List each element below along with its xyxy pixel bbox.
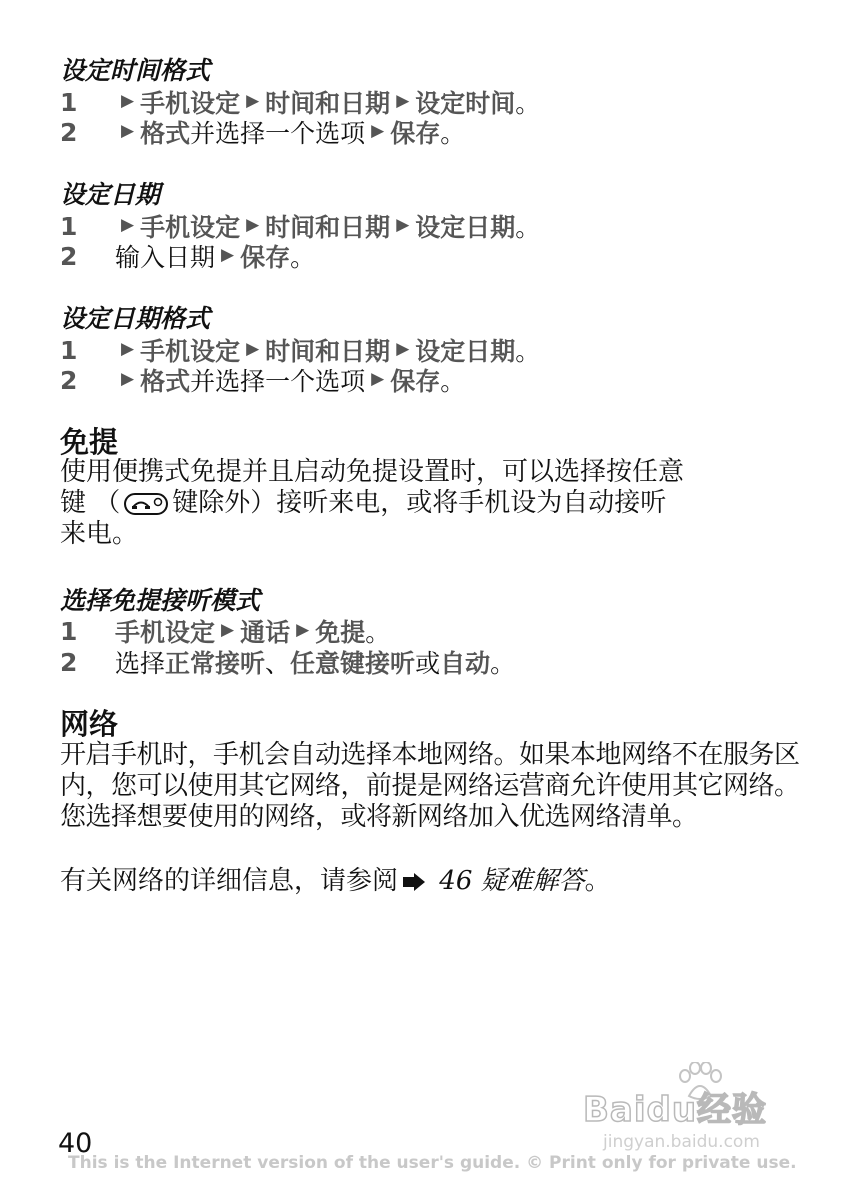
punctuation: 。 xyxy=(365,618,391,647)
instruction-text: 输入日期 xyxy=(115,243,216,272)
punctuation: 。 xyxy=(290,243,316,272)
menu-item: 设定日期 xyxy=(415,337,516,366)
menu-item: 时间和日期 xyxy=(265,213,391,242)
right-triangle-icon: ▶ xyxy=(246,91,260,111)
baidu-watermark xyxy=(583,1062,823,1162)
instruction-text: 选择 xyxy=(115,649,166,678)
paragraph-text: 键除外）接听来电，或将手机设为自动接听 xyxy=(172,488,667,518)
punctuation: 。 xyxy=(515,213,541,242)
section-title-date-format: 设定日期格式 xyxy=(60,304,211,333)
menu-item: 保存 xyxy=(390,119,441,148)
option-label: 自动 xyxy=(440,649,491,678)
paragraph-line xyxy=(60,488,805,519)
menu-item: 免提 xyxy=(315,618,366,647)
right-triangle-icon: ▶ xyxy=(296,620,310,640)
step-2 xyxy=(60,240,315,272)
menu-item: 格式 xyxy=(140,367,191,396)
step-number: 1 xyxy=(60,335,78,365)
network-reference xyxy=(60,866,805,897)
step-number: 2 xyxy=(60,241,78,271)
step-number: 2 xyxy=(60,365,78,395)
step-number: 1 xyxy=(60,616,78,646)
paragraph-line: 使用便携式免提并且启动免提设置时，可以选择按任意 xyxy=(60,457,685,487)
punctuation: 。 xyxy=(440,367,466,396)
option-label: 正常接听 xyxy=(165,649,266,678)
menu-item: 时间和日期 xyxy=(265,89,391,118)
right-triangle-icon: ▶ xyxy=(121,91,135,111)
right-triangle-icon: ▶ xyxy=(121,121,135,141)
watermark-url: jingyan.baidu.com xyxy=(603,1132,760,1152)
step-2 xyxy=(60,116,465,148)
right-triangle-icon: ▶ xyxy=(221,245,235,265)
punctuation: 。 xyxy=(440,119,466,148)
menu-item: 设定日期 xyxy=(415,213,516,242)
right-triangle-icon: ▶ xyxy=(371,121,385,141)
section-title-time-format: 设定时间格式 xyxy=(60,56,211,85)
menu-item: 保存 xyxy=(390,367,441,396)
right-triangle-icon: ▶ xyxy=(396,91,410,111)
handsfree-paragraph xyxy=(60,457,805,550)
menu-item: 手机设定 xyxy=(115,618,216,647)
menu-item: 时间和日期 xyxy=(265,337,391,366)
step-2 xyxy=(60,364,465,396)
right-triangle-icon: ▶ xyxy=(246,339,260,359)
page-number: 40 xyxy=(58,1128,93,1159)
step-number: 2 xyxy=(60,117,78,147)
instruction-text: 并选择一个选项 xyxy=(190,119,366,148)
right-triangle-icon: ▶ xyxy=(396,215,410,235)
option-label: 任意键接听 xyxy=(290,649,416,678)
right-triangle-icon: ▶ xyxy=(121,339,135,359)
menu-item: 保存 xyxy=(240,243,291,272)
reference-page[interactable]: 46 xyxy=(439,866,473,896)
paragraph-text: 键 （ xyxy=(60,488,121,518)
separator: 或 xyxy=(415,649,441,678)
section-title-network: 网络 xyxy=(60,707,119,741)
watermark-logo: Baidu经验 xyxy=(583,1090,768,1130)
right-triangle-icon: ▶ xyxy=(396,339,410,359)
right-triangle-icon: ▶ xyxy=(371,369,385,389)
network-paragraph: 开启手机时，手机会自动选择本地网络。如果本地网络不在服务区内，您可以使用其它网络，前提是网络运营商允许使用其它网络。您选择想要使用的网络，或将新网络加入优选网络清单。 xyxy=(60,740,800,832)
section-title-date: 设定日期 xyxy=(60,180,161,209)
step-2 xyxy=(60,646,515,678)
step-number: 1 xyxy=(60,87,78,117)
right-triangle-icon: ▶ xyxy=(121,369,135,389)
separator: 、 xyxy=(265,649,291,678)
punctuation: 。 xyxy=(515,337,541,366)
paragraph-line: 来电。 xyxy=(60,519,139,549)
instruction-text: 并选择一个选项 xyxy=(190,367,366,396)
step-1 xyxy=(60,615,390,647)
menu-item: 手机设定 xyxy=(140,213,241,242)
punctuation: 。 xyxy=(490,649,516,678)
step-number: 2 xyxy=(60,647,78,677)
menu-item: 手机设定 xyxy=(140,337,241,366)
step-number: 1 xyxy=(60,211,78,241)
right-triangle-icon: ▶ xyxy=(221,620,235,640)
menu-item: 通话 xyxy=(240,618,291,647)
punctuation: 。 xyxy=(584,866,611,896)
menu-item: 手机设定 xyxy=(140,89,241,118)
menu-item: 设定时间 xyxy=(415,89,516,118)
right-triangle-icon: ▶ xyxy=(246,215,260,235)
right-triangle-icon: ▶ xyxy=(121,215,135,235)
menu-item: 格式 xyxy=(140,119,191,148)
section-title-answer-mode: 选择免提接听模式 xyxy=(60,586,261,615)
end-call-key-icon xyxy=(124,493,168,515)
reference-text: 有关网络的详细信息，请参阅 xyxy=(60,866,399,896)
footer-note: This is the Internet version of the user's guide. © Print only for private use. xyxy=(68,1153,797,1173)
punctuation: 。 xyxy=(515,89,541,118)
right-arrow-icon xyxy=(414,873,425,891)
section-title-handsfree: 免提 xyxy=(60,425,119,459)
reference-title-link[interactable]: 疑难解答 xyxy=(480,866,585,896)
